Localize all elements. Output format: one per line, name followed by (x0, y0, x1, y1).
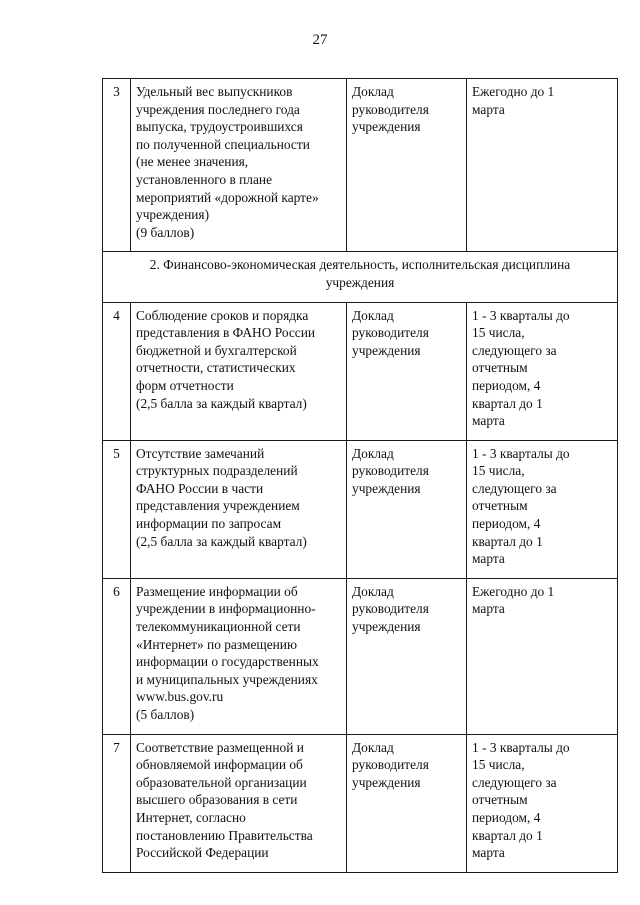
deadline-cell: 1 - 3 кварталы до 15 числа, следующего за отчетным периодом, 4 квартал до 1 марта (467, 734, 618, 872)
deadline-cell: Ежегодно до 1 марта (467, 578, 618, 734)
indicator-cell: Отсутствие замечаний структурных подразделений ФАНО России в части представления учреждением информации по запросам (2,5 балла за каждый квартал) (131, 440, 347, 578)
deadline-cell: Ежегодно до 1 марта (467, 79, 618, 252)
report-form-cell: Доклад руководителя учреждения (347, 734, 467, 872)
criteria-table (102, 78, 618, 873)
indicator-cell: Соответствие размещенной и обновляемой информации об образовательной организации высшего образования в сети Интернет, согласно постановлению Правительства Российской Федерации (131, 734, 347, 872)
section-row (103, 252, 618, 302)
row-number: 3 (103, 79, 131, 252)
section-heading: 2. Финансово-экономическая деятельность, исполнительская дисциплина учреждения (103, 252, 618, 302)
page-number: 27 (312, 32, 328, 48)
table-row (103, 302, 618, 440)
row-number: 6 (103, 578, 131, 734)
report-form-cell: Доклад руководителя учреждения (347, 578, 467, 734)
table-row (103, 79, 618, 252)
report-form-cell: Доклад руководителя учреждения (347, 79, 467, 252)
report-form-cell: Доклад руководителя учреждения (347, 440, 467, 578)
table-row (103, 440, 618, 578)
report-form-cell: Доклад руководителя учреждения (347, 302, 467, 440)
table-row (103, 734, 618, 872)
deadline-cell: 1 - 3 кварталы до 15 числа, следующего за отчетным периодом, 4 квартал до 1 марта (467, 440, 618, 578)
row-number: 7 (103, 734, 131, 872)
table-row (103, 578, 618, 734)
row-number: 4 (103, 302, 131, 440)
indicator-cell: Удельный вес выпускников учреждения последнего года выпуска, трудоустроившихся по полученной специальности (не менее значения, установленного в плане мероприятий «дорожной карте» учреждения) (9 баллов) (131, 79, 347, 252)
indicator-cell: Размещение информации об учреждении в информационно- телекоммуникационной сети «Интернет» по размещению информации о государственных и муниципальных учреждениях www.bus.gov.ru (5 баллов) (131, 578, 347, 734)
indicator-cell: Соблюдение сроков и порядка представления в ФАНО России бюджетной и бухгалтерской отчетности, статистических форм отчетности (2,5 балла за каждый квартал) (131, 302, 347, 440)
row-number: 5 (103, 440, 131, 578)
deadline-cell: 1 - 3 кварталы до 15 числа, следующего за отчетным периодом, 4 квартал до 1 марта (467, 302, 618, 440)
